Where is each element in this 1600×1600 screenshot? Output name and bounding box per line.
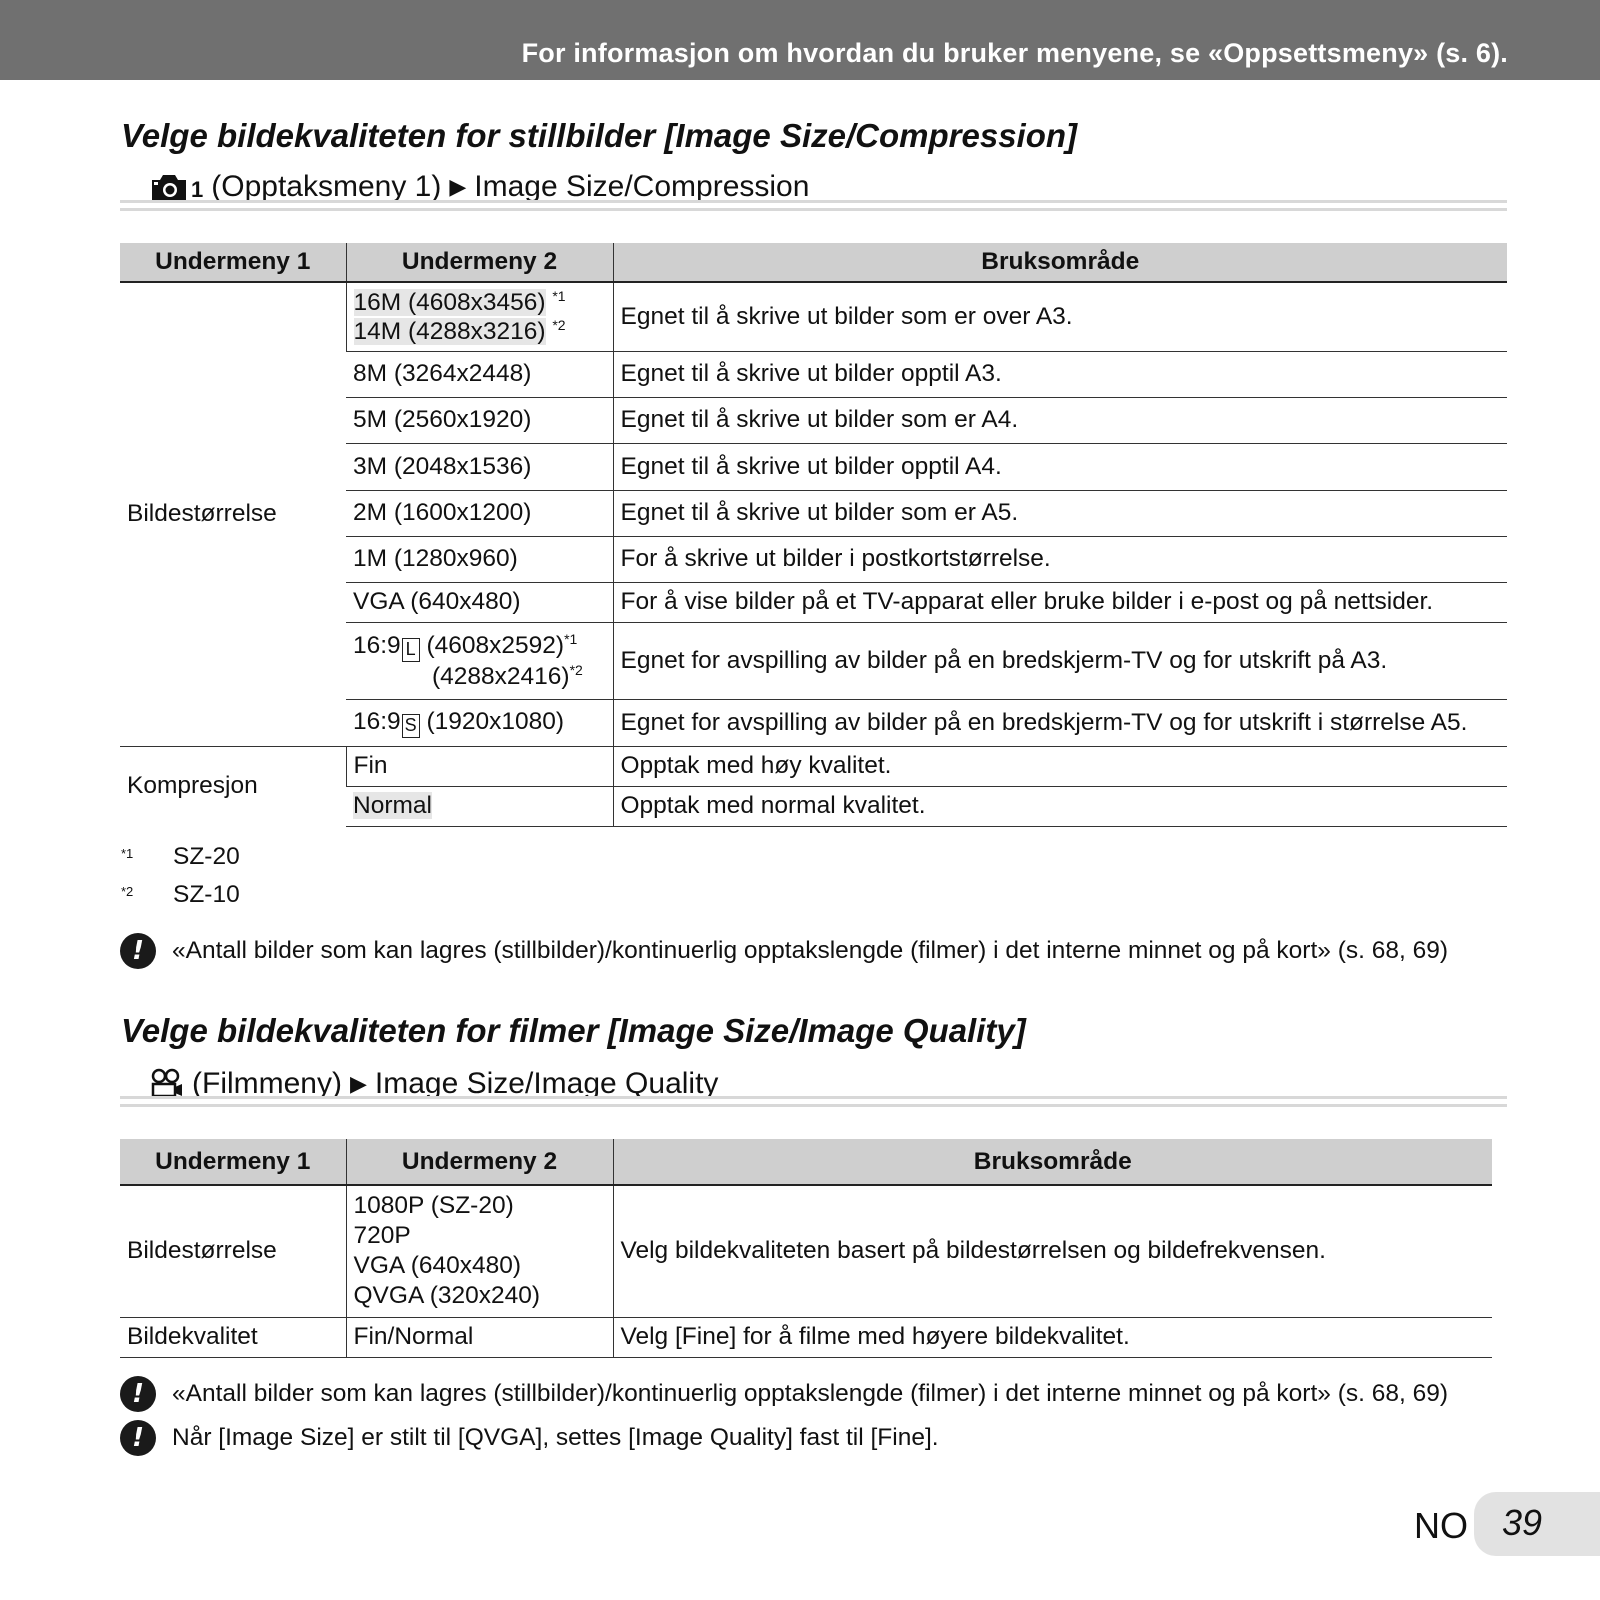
section1-rule: [120, 200, 1507, 211]
section1-title: Velge bildekvaliteten for stillbilder [Image Size/Compression]: [121, 117, 1078, 154]
camera-menu-number: 1: [191, 177, 204, 202]
movie-size-option: 720P: [353, 1222, 411, 1250]
usage-cell: For å skrive ut bilder i postkortstørrelse.: [613, 536, 1507, 582]
submenu2-cell: Fin: [346, 746, 613, 786]
page-number-tab: [1474, 1492, 1600, 1556]
submenu2-cell: 1M (1280x960): [346, 536, 613, 582]
submenu2-cell: [346, 786, 613, 826]
usage-cell: Egnet til å skrive ut bilder opptil A4.: [613, 443, 1507, 490]
crumb-menu: (Opptaksmeny 1): [211, 170, 442, 203]
play-arrow-icon: ▶: [350, 1071, 367, 1096]
table-header: Bruksområde: [613, 243, 1507, 282]
usage-cell: Egnet for avspilling av bilder på en bredskjerm-TV og for utskrift på A3.: [613, 622, 1507, 699]
footnote-ref: *1: [564, 630, 578, 647]
submenu2-cell: [346, 622, 613, 699]
usage-cell: Velg [Fine] for å filme med høyere bildekvalitet.: [613, 1317, 1492, 1357]
movie-size-option: 1080P (SZ-20): [353, 1192, 514, 1220]
footnote-mark: *1: [121, 846, 134, 861]
ratio-label: 16:9: [353, 631, 401, 659]
usage-cell: Velg bildekvaliteten basert på bildestørrelsen og bildefrekvensen.: [613, 1185, 1492, 1317]
note: [120, 1376, 1448, 1412]
resolution-b: (4288x2416): [432, 662, 570, 690]
note-text: Når [Image Size] er stilt til [QVGA], settes [Image Quality] fast til [Fine].: [172, 1424, 939, 1451]
submenu2-cell: VGA (640x480): [346, 582, 613, 622]
usage-cell: Egnet for avspilling av bilder på en bredskjerm-TV og for utskrift i størrelse A5.: [613, 699, 1507, 746]
footnote-ref: *1: [552, 287, 566, 304]
resolution: (1920x1080): [426, 708, 565, 735]
usage-cell: Opptak med normal kvalitet.: [613, 786, 1507, 826]
submenu2-cell: Fin/Normal: [346, 1317, 613, 1357]
table-row: [120, 282, 1507, 351]
crumb-target: Image Size/Image Quality: [374, 1067, 719, 1100]
note: [120, 933, 1448, 969]
page-number: 39: [1502, 1502, 1543, 1543]
usage-cell: For å vise bilder på et TV-apparat eller bruke bilder i e-post og på nettsider.: [613, 582, 1507, 622]
camera-1-icon: [150, 171, 203, 203]
section1-breadcrumb: [150, 170, 809, 204]
footnote-ref: *2: [552, 316, 566, 333]
size-14m: 14M (4288x3216): [353, 317, 546, 345]
table-row: [120, 1185, 1492, 1317]
table-row: [120, 1317, 1492, 1357]
usage-cell: Opptak med høy kvalitet.: [613, 746, 1507, 786]
crumb-menu: (Filmmeny): [192, 1067, 342, 1100]
language-code: NO: [1414, 1505, 1468, 1546]
note-text: «Antall bilder som kan lagres (stillbilder)/kontinuerlig opptakslengde (filmer) i det interne minnet og på kort» (s. 68, 69): [172, 937, 1448, 964]
submenu1-cell: Bildekvalitet: [120, 1317, 346, 1357]
footnote-ref: *2: [569, 661, 583, 678]
footnote-mark: *2: [121, 884, 134, 899]
submenu2-cell: [346, 282, 613, 351]
ratio-label: 16:9: [353, 708, 401, 735]
table-header: Undermeny 1: [120, 1139, 346, 1185]
footnote: [121, 843, 240, 871]
submenu2-cell: 3M (2048x1536): [346, 443, 613, 490]
caution-icon: !: [120, 1376, 156, 1412]
footnote-text: SZ-20: [173, 843, 240, 870]
footnote: [121, 881, 240, 909]
caution-icon: !: [120, 933, 156, 969]
movie-size-option: VGA (640x480): [353, 1252, 522, 1280]
size-16m: 16M (4608x3456): [353, 288, 546, 316]
submenu1-cell: Bildestørrelse: [127, 500, 277, 528]
caution-icon: !: [120, 1420, 156, 1456]
submenu1-cell: Kompresjon: [120, 746, 346, 826]
play-arrow-icon: ▶: [449, 174, 467, 199]
usage-cell: Egnet til å skrive ut bilder som er A5.: [613, 490, 1507, 536]
section2-title: Velge bildekvaliteten for filmer [Image Size/Image Quality]: [121, 1012, 1026, 1049]
size-l-icon: L: [402, 638, 420, 662]
submenu2-cell: 2M (1600x1200): [346, 490, 613, 536]
submenu1-cell: Bildestørrelse: [127, 1237, 277, 1265]
header-text: For informasjon om hvordan du bruker menyene, se «Oppsettsmeny» (s. 6).: [521, 38, 1508, 68]
size-s-icon: S: [402, 714, 420, 738]
usage-cell: Egnet til å skrive ut bilder som er over A3.: [613, 282, 1507, 351]
header-bar: [0, 0, 1600, 80]
submenu2-cell: 8M (3264x2448): [346, 351, 613, 397]
table-row: [120, 746, 1507, 786]
usage-cell: Egnet til å skrive ut bilder opptil A3.: [613, 351, 1507, 397]
movie-size-option: QVGA (320x240): [353, 1282, 541, 1310]
table-header: Undermeny 2: [346, 243, 613, 282]
table-header: Bruksområde: [613, 1139, 1492, 1185]
crumb-target: Image Size/Compression: [474, 170, 810, 203]
note-text: «Antall bilder som kan lagres (stillbilder)/kontinuerlig opptakslengde (filmer) i det interne minnet og på kort» (s. 68, 69): [172, 1380, 1448, 1407]
compression-normal: Normal: [353, 792, 432, 819]
submenu2-cell: [346, 699, 613, 746]
image-size-table: [120, 243, 1507, 827]
resolution-a: (4608x2592): [426, 631, 565, 659]
submenu2-cell: [346, 1185, 613, 1317]
note: [120, 1420, 939, 1456]
movie-quality-table: [120, 1139, 1492, 1358]
usage-cell: Egnet til å skrive ut bilder som er A4.: [613, 397, 1507, 443]
table-header: Undermeny 1: [120, 243, 346, 282]
submenu2-cell: 5M (2560x1920): [346, 397, 613, 443]
footnote-text: SZ-10: [173, 881, 240, 908]
table-header: Undermeny 2: [346, 1139, 613, 1185]
section2-rule: [120, 1096, 1507, 1107]
